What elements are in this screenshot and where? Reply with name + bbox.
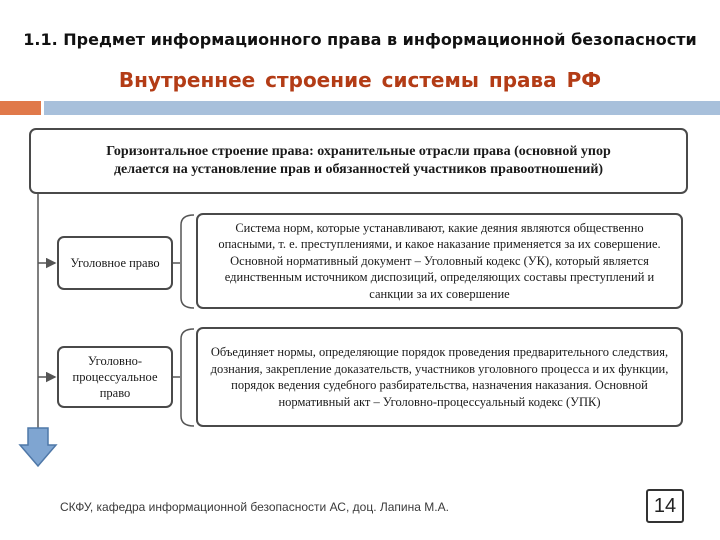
footer-text: СКФУ, кафедра информационной безопасности АС, доц. Лапина М.А. bbox=[60, 500, 449, 514]
brace-criminal-law bbox=[181, 215, 194, 308]
criminal-law-box: Уголовное право bbox=[57, 236, 173, 290]
criminal-law-description: Система норм, которые устанавливают, какие деяния являются общественно опасными, т. е. преступлениями, и какое наказание применяется за их совершение. Основной нормативный документ – Уголовный кодекс (УК), который является единственным источником диспозиций, определяющих составы преступлений и санкции за их совершение bbox=[196, 213, 683, 309]
page-number: 14 bbox=[646, 489, 684, 523]
header-box: Горизонтальное строение права: охранительные отрасли права (основной упор делается на установление прав и обязанностей участников правоотношений) bbox=[29, 128, 688, 194]
criminal-procedure-box: Уголовно-процессуальное право bbox=[57, 346, 173, 408]
brace-criminal-procedure bbox=[181, 329, 194, 426]
criminal-procedure-description: Объединяет нормы, определяющие порядок проведения предварительного следствия, дознания, закрепление доказательств, участников уголовного процесса и их функции, порядок ведения судебного разбирательства, назначения наказания. Основной нормативный акт – Уголовно-процессуальный кодекс (УПК) bbox=[196, 327, 683, 427]
slide-subtitle: Внутреннее строение системы права РФ bbox=[118, 68, 602, 92]
slide-title: 1.1. Предмет информационного права в информационной безопасности bbox=[23, 30, 697, 49]
down-arrow-icon bbox=[20, 428, 56, 466]
